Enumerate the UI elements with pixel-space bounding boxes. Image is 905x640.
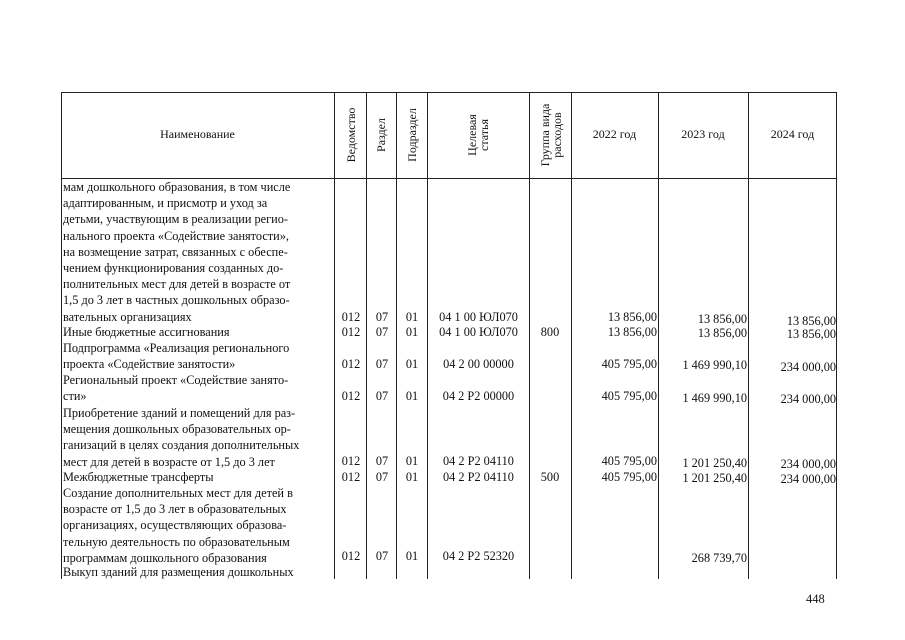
column-divider	[748, 92, 749, 579]
cell-2022: 13 856,00	[607, 310, 657, 324]
header-podrazdel: Подраздел	[405, 108, 419, 162]
row-name-line: сти»	[63, 389, 87, 404]
cell-celevaya: 04 2 P2 04110	[443, 470, 514, 484]
row-name-line: Межбюджетные трансферты	[63, 470, 214, 484]
cell-podrazdel: 01	[405, 454, 419, 468]
cell-2023: 1 469 990,10	[682, 358, 747, 372]
row-name	[63, 405, 333, 470]
column-divider	[571, 92, 572, 579]
cell-ved: 012	[341, 454, 361, 468]
cell-podrazdel: 01	[405, 310, 419, 324]
row-name-line: чением функционирования созданных до-	[63, 261, 284, 276]
cell-2022: 13 856,00	[607, 325, 657, 339]
row-name-line: Выкуп зданий для размещения дошкольных	[63, 565, 294, 579]
cell-celevaya: 04 1 00 ЮЛ070	[439, 310, 518, 324]
header-celevaya-line: статья	[477, 119, 491, 151]
cell-podrazdel: 01	[405, 389, 419, 403]
cell-podrazdel: 01	[405, 325, 419, 339]
cell-2024: 234 000,00	[780, 392, 836, 406]
row-name-line: нального проекта «Содействие занятости»,	[63, 228, 289, 243]
cell-2023: 1 201 250,40	[682, 456, 747, 470]
cell-ved: 012	[341, 310, 361, 324]
header-2023: 2023 год	[681, 127, 725, 141]
cell-celevaya: 04 1 00 ЮЛ070	[439, 325, 518, 339]
header-razdel: Раздел	[374, 118, 388, 152]
cell-podrazdel: 01	[405, 549, 419, 563]
row-name-line: организациях, осуществляющих образова-	[63, 518, 287, 533]
row-name-line: мам дошкольного образования, в том числе	[63, 180, 291, 194]
cell-gruppa: 500	[540, 470, 560, 484]
header-gruppa	[539, 104, 563, 167]
header-2022: 2022 год	[592, 127, 637, 141]
cell-2024: 13 856,00	[786, 314, 836, 328]
cell-2024: 234 000,00	[780, 472, 836, 486]
cell-celevaya: 04 2 P2 04110	[443, 454, 514, 468]
header-celevaya	[466, 114, 490, 156]
cell-ved: 012	[341, 357, 361, 371]
row-name	[63, 372, 333, 404]
cell-ved: 012	[341, 470, 361, 484]
row-name-line: Подпрограмма «Реализация регионального	[63, 341, 290, 355]
header-ved: Ведомство	[344, 107, 358, 163]
cell-2022: 405 795,00	[601, 389, 657, 403]
cell-2024: 234 000,00	[780, 457, 836, 471]
page-number: 448	[806, 592, 825, 606]
cell-2023: 1 201 250,40	[682, 471, 747, 485]
cell-razdel: 07	[375, 549, 389, 563]
row-name-line: Региональный проект «Содействие занято-	[63, 373, 289, 387]
cell-gruppa: 800	[540, 325, 560, 339]
cell-celevaya: 04 2 P2 52320	[442, 549, 515, 563]
row-name	[63, 469, 333, 485]
header-name: Наименование	[160, 127, 235, 141]
cell-razdel: 07	[375, 454, 389, 468]
cell-2022: 405 795,00	[601, 357, 657, 371]
row-name-line: возрасте от 1,5 до 3 лет в образовательных	[63, 502, 287, 517]
cell-ved: 012	[341, 325, 361, 339]
header-gruppa-line: расходов	[550, 112, 564, 158]
cell-ved: 012	[341, 389, 361, 403]
row-name-line: адаптированным, и присмотр и уход за	[63, 196, 268, 211]
cell-2023: 1 469 990,10	[682, 391, 747, 405]
column-divider	[658, 92, 659, 579]
header-celevaya-line: Целевая	[465, 114, 479, 156]
row-name	[63, 324, 333, 340]
row-name-line: 1,5 до 3 лет в частных дошкольных образо-	[63, 293, 290, 308]
row-name	[63, 179, 333, 325]
row-name-line: Приобретение зданий и помещений для раз-	[63, 406, 296, 420]
cell-razdel: 07	[375, 470, 389, 484]
row-name-line: вательных организациях	[63, 309, 192, 324]
row-name-line: тельную деятельность по образовательным	[63, 534, 290, 549]
row-name-line: мест для детей в возрасте от 1,5 до 3 лет	[63, 454, 275, 469]
cell-2022: 405 795,00	[601, 470, 657, 484]
cell-razdel: 07	[375, 325, 389, 339]
cell-podrazdel: 01	[405, 357, 419, 371]
row-name	[63, 340, 333, 372]
row-name-line: детьми, участвующим в реализации регио-	[63, 212, 288, 227]
cell-2023: 13 856,00	[697, 326, 747, 340]
row-name-line: на возмещение затрат, связанных с обеспе-	[63, 244, 288, 259]
row-name-line: проекта «Содействие занятости»	[63, 357, 236, 372]
cell-celevaya: 04 2 P2 00000	[442, 389, 515, 403]
row-name-line: мещения дошкольных образовательных ор-	[63, 422, 291, 437]
row-name-line: ганизаций в целях создания дополнительных	[63, 438, 300, 453]
row-name-line: полнительных мест для детей в возрасте от	[63, 277, 291, 292]
cell-razdel: 07	[375, 310, 389, 324]
row-name	[63, 564, 333, 580]
cell-2024: 13 856,00	[786, 327, 836, 341]
row-name-line: программам дошкольного образования	[63, 550, 267, 565]
cell-razdel: 07	[375, 357, 389, 371]
cell-ved: 012	[341, 549, 361, 563]
cell-2022: 405 795,00	[601, 454, 657, 468]
cell-2023: 13 856,00	[697, 312, 747, 326]
cell-razdel: 07	[375, 389, 389, 403]
cell-podrazdel: 01	[405, 470, 419, 484]
cell-2023: 268 739,70	[691, 551, 747, 565]
row-name	[63, 485, 333, 566]
row-name-line: Иные бюджетные ассигнования	[63, 325, 230, 339]
row-name-line: Создание дополнительных мест для детей в	[63, 486, 293, 500]
header-gruppa-line: Группа вида	[538, 103, 552, 167]
header-2024: 2024 год	[770, 127, 815, 141]
cell-2024: 234 000,00	[780, 360, 836, 374]
cell-celevaya: 04 2 00 00000	[443, 357, 514, 371]
